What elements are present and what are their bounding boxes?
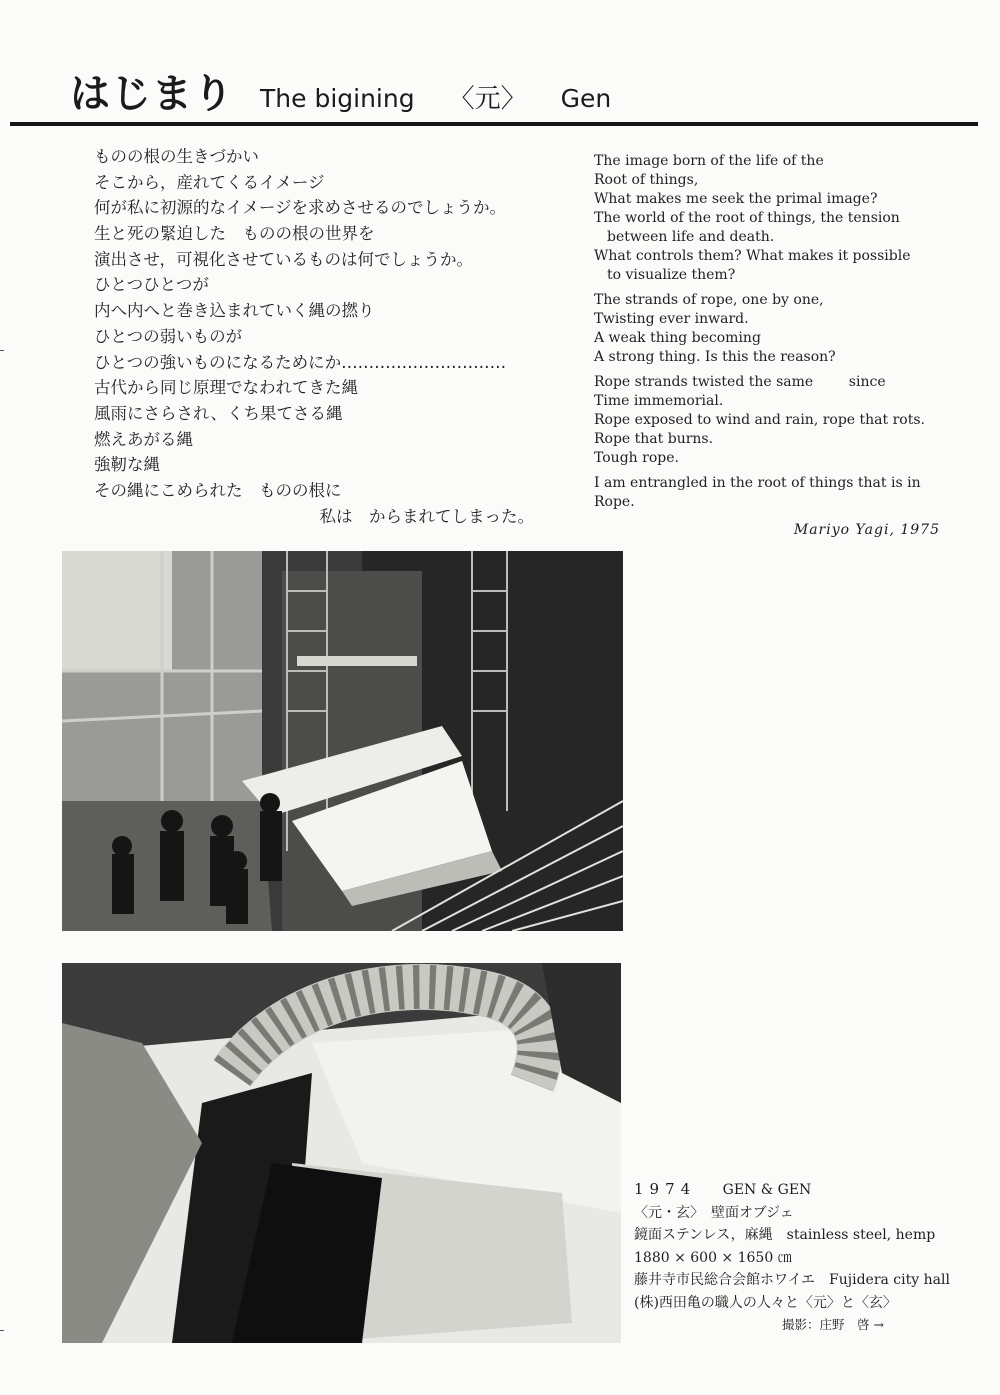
poem-en-stanza <box>594 291 966 367</box>
title-english: The bigining <box>260 84 415 113</box>
caption-photo-credit: 撮影：庄野 啓 → <box>782 1317 884 1332</box>
poem-jp-line: その縄にこめられた ものの根に <box>94 480 342 500</box>
poem-en-line: Rope exposed to wind and rain, rope that rots. <box>594 412 925 428</box>
caption-subtitle: 〈元・玄〉 壁面オブジェ <box>634 1204 794 1221</box>
poem-en-line: Root of things, <box>594 172 699 188</box>
poem-en-stanza <box>594 373 966 468</box>
title-kanji-bracket: 〈元〉 <box>448 84 527 114</box>
poem-jp-line: 燃えあがる縄 <box>94 429 193 449</box>
poem-jp-line: ひとつの弱いものが <box>94 326 243 346</box>
poem-jp-line: 内へ内へと巻き込まれていく縄の撚り <box>94 301 375 321</box>
caption-location: 藤井寺市民総合会館ホワイエ Fujidera city hall <box>634 1272 950 1288</box>
poem-en-line: The world of the root of things, the tension <box>594 210 900 226</box>
artwork-caption <box>634 1178 994 1337</box>
poem-jp-line: 生と死の緊迫した ものの根の世界を <box>94 224 375 244</box>
poem-en-line: What controls them? What makes it possible <box>594 248 911 264</box>
poem-en-line: to visualize them? <box>607 267 736 283</box>
caption-dimensions: 1880 × 600 × 1650 ㎝ <box>634 1249 792 1266</box>
caption-title: GEN & GEN <box>722 1182 812 1198</box>
poem-jp-line: 何が私に初源的なイメージを求めさせるのでしょうか。 <box>94 198 507 218</box>
poem-jp-line: そこから，産れてくるイメージ <box>94 172 325 192</box>
poem-en-line: The image born of the life of the <box>594 153 824 169</box>
poem-jp-last-line: 私は からまれてしまった。 <box>319 506 534 526</box>
english-poem <box>594 152 966 518</box>
caption-materials: 鏡面ステンレス，麻縄 stainless steel, hemp <box>634 1227 936 1243</box>
poem-jp-line: ひとつひとつが <box>94 275 209 295</box>
poem-en-line: I am entrangled in the root of things that is in <box>594 475 921 491</box>
japanese-poem <box>94 144 574 529</box>
poem-en-line: What makes me seek the primal image? <box>594 191 878 207</box>
page-title <box>70 62 612 117</box>
poem-en-line: between life and death. <box>607 229 775 245</box>
poem-jp-line: ものの根の生きづかい <box>94 147 259 166</box>
poem-en-line: Rope that burns. <box>594 431 714 447</box>
caption-heading <box>634 1178 994 1202</box>
title-japanese: はじまり <box>70 71 234 117</box>
poem-en-line: Rope. <box>594 494 635 510</box>
poem-jp-line: 古代から同じ原理でなわれてきた縄 <box>94 378 358 398</box>
poem-jp-line: 風雨にさらされ、くち果てさる縄 <box>94 403 343 423</box>
installation-photo-scaffolding <box>62 551 623 931</box>
poem-en-stanza <box>594 474 966 512</box>
installation-photo-rope-closeup <box>62 963 621 1343</box>
poem-jp-line: 演出させ，可視化させているものは何でしょうか。 <box>94 249 474 269</box>
poem-en-line: A strong thing. Is this the reason? <box>594 349 836 365</box>
poem-jp-line: ひとつの強いものになるためにか………………………… <box>94 352 507 372</box>
poem-en-line: Time immemorial. <box>594 393 724 409</box>
poem-en-line: Twisting ever inward. <box>594 311 749 327</box>
margin-mark <box>0 350 4 351</box>
caption-craftsmen: (株)西田亀の職人の人々と〈元〉と〈玄〉 <box>634 1294 897 1311</box>
caption-year: 1974 <box>634 1180 697 1198</box>
poem-en-line: A weak thing becoming <box>594 330 761 346</box>
margin-mark <box>0 1330 4 1331</box>
title-gen: Gen <box>560 84 612 113</box>
poem-en-line: The strands of rope, one by one, <box>594 292 824 308</box>
poem-en-line: Rope strands twisted the same since <box>594 374 886 390</box>
poem-en-stanza <box>594 152 966 285</box>
poem-en-line: Tough rope. <box>594 450 679 466</box>
poem-jp-line: 強靭な縄 <box>94 455 160 475</box>
title-divider <box>10 122 978 126</box>
poem-signature: Mariyo Yagi, 1975 <box>793 522 940 538</box>
